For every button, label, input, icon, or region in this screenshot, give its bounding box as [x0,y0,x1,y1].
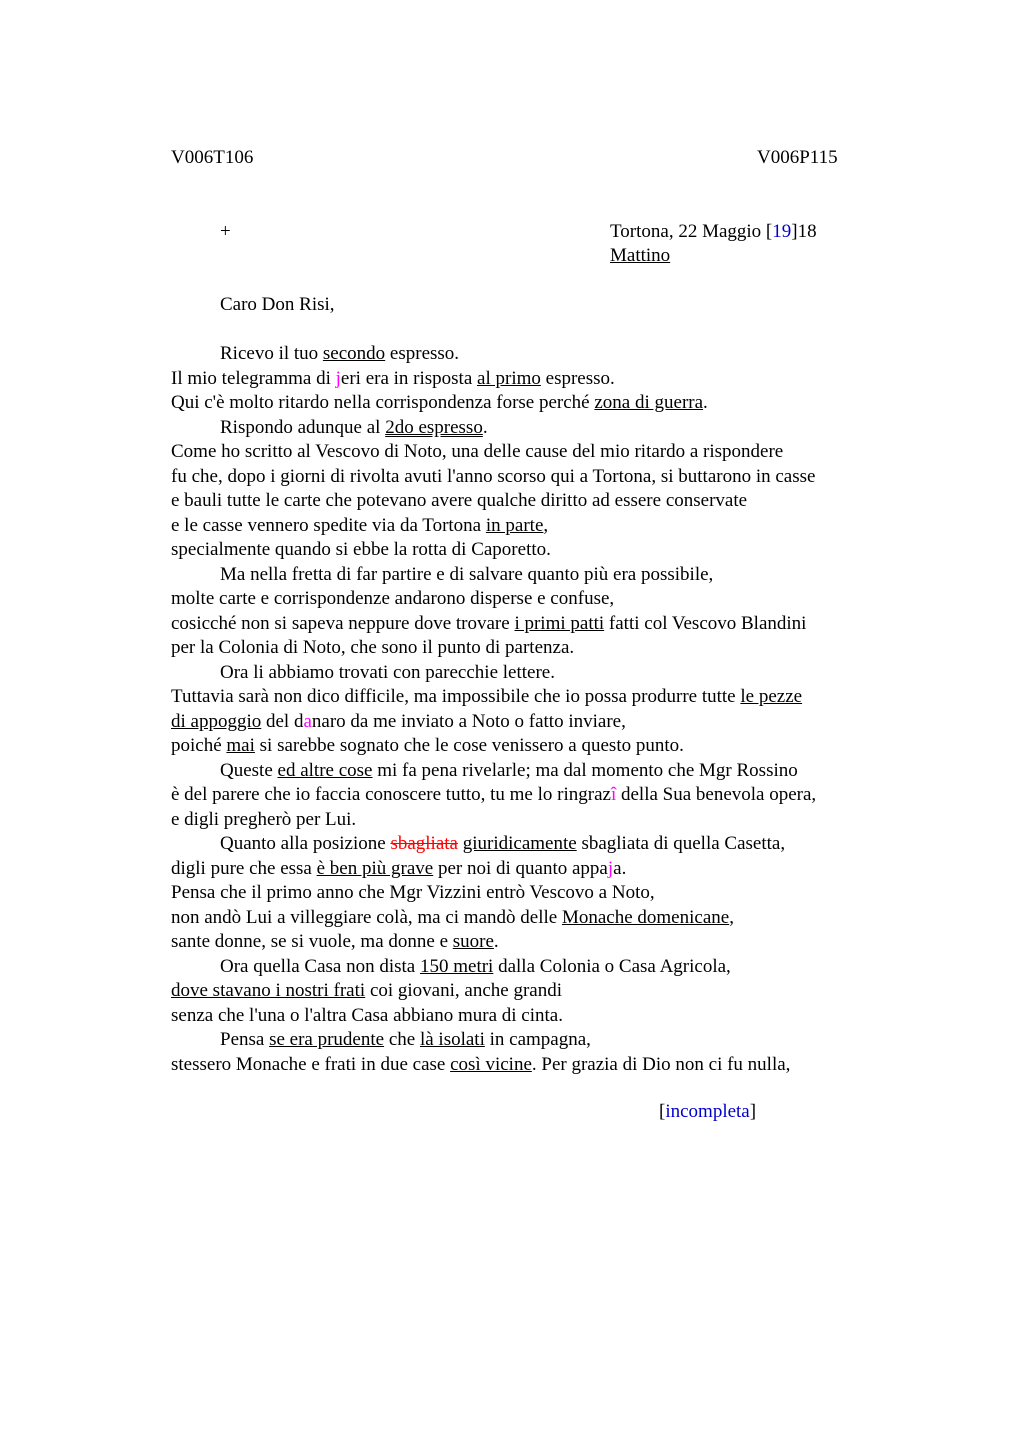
text: . Per grazia di Dio non ci fu nulla, [531,1053,791,1075]
text-line [171,734,931,759]
text: espresso. [385,343,460,364]
text-line [171,759,931,784]
text-line [171,930,931,955]
text: espresso. [540,367,615,389]
text-line [171,832,931,857]
underlined-text: le pezze [740,686,803,707]
text: Queste [220,759,278,781]
letter-body [171,342,931,1077]
bracket: ] [749,1101,757,1122]
salutation: Caro Don Risi, [220,294,335,315]
document-code-left: V006T106 [171,147,254,168]
correction-mark: î [610,784,617,805]
underlined-text: suore [452,931,494,952]
text-line: e digli pregherò per Lui. [171,808,357,830]
deleted-text: sbagliata [390,833,458,854]
text-line: molte carte e corrispondenze andarono disperse e confuse, [171,588,615,609]
text-line [171,979,931,1004]
text: Ricevo il tuo [220,343,323,364]
incomplete-note [659,1100,756,1125]
underlined-text: secondo [322,343,386,364]
underlined-text: così vicine [450,1053,532,1075]
text-line [171,416,931,441]
text: cosicché non si sapeva neppure dove trovare [171,612,515,634]
underlined-text: là isolati [419,1029,485,1050]
editorial-note: incompleta [665,1101,750,1122]
text-line: e bauli tutte le carte che potevano avere qualche diritto ad essere conservate [171,490,748,511]
text-line [171,1053,931,1078]
text: Ora quella Casa non dista [220,955,420,977]
editorial-year-insert: 19 [772,221,792,242]
text: a. [613,857,627,879]
text-line [171,612,931,637]
text: digli pure che essa [171,857,317,879]
text: sante donne, se si vuole, ma donne e [171,931,453,952]
text: poiché [171,735,227,756]
underlined-text: se era prudente [269,1029,385,1050]
double-underlined-text: 2do espresso [385,416,483,438]
place-date [610,220,817,245]
correction-mark: j [607,857,614,879]
text: . [482,416,488,438]
text-line [171,514,931,539]
place-date-end: ]18 [791,221,817,242]
text-line [171,955,931,980]
cross-symbol: + [220,221,231,242]
text-line: specialmente quando si ebbe la rotta di Caporetto. [171,539,551,560]
underlined-text: i primi patti [514,612,605,634]
text-line [171,367,931,392]
text-line [171,906,931,931]
underlined-text: ed altre cose [277,759,373,781]
underlined-text: giuridicamente [462,833,577,854]
time-of-day: Mattino [610,245,671,266]
underlined-text: è ben più grave [316,857,434,879]
text-line [171,685,931,710]
text: e le casse vennero spedite via da Tortona [171,514,486,536]
underlined-text: al primo [477,367,541,389]
text: Rispondo adunque al [220,416,386,438]
text: naro da me inviato a Noto o fatto inviare, [311,710,626,732]
text-line: senza che l'una o l'altra Casa abbiano mura di cinta. [171,1004,563,1026]
text-line: Ma nella fretta di far partire e di salvare quanto più era possibile, [220,563,714,585]
place-date-text: Tortona, 22 Maggio [ [610,221,773,242]
text-line: fu che, dopo i giorni di rivolta avuti l'anno scorso qui a Tortona, si buttarono in casse [171,465,816,487]
text: non andò Lui a villeggiare colà, ma ci mandò delle [171,906,562,928]
text-line [171,783,931,808]
text: mi fa pena rivelarle; ma dal momento che Mgr Rossino [372,759,798,781]
text: . [493,931,499,952]
text: Tuttavia sarà non dico difficile, ma impossibile che io possa produrre tutte [171,686,741,707]
text: sbagliata di quella Casetta, [576,833,786,854]
bracket: [ [659,1101,666,1122]
text: del d [261,710,304,732]
text: eri era in risposta [340,367,478,389]
text: della Sua benevola opera, [616,784,817,805]
text: che [384,1029,420,1050]
text: , [543,514,549,536]
document-code-right: V006P115 [757,147,838,168]
text-line [171,342,931,367]
text: per noi di quanto appa [433,857,608,879]
text: coi giovani, anche grandi [365,980,562,1001]
text: è del parere che io faccia conoscere tutto, tu me lo ringraz [171,784,611,805]
underlined-text: mai [226,735,255,756]
text: dalla Colonia o Casa Agricola, [493,955,731,977]
text: Qui c'è molto ritardo nella corrispondenza forse perché [171,392,595,413]
text-line: per la Colonia di Noto, che sono il punto di partenza. [171,637,575,658]
text: , [729,906,734,928]
text: si sarebbe sognato che le cose venissero a questo punto. [254,735,684,756]
text: in campagna, [484,1029,591,1050]
text-line: Ora li abbiamo trovati con parecchie lettere. [220,661,555,683]
text-line: Come ho scritto al Vescovo di Noto, una delle cause del mio ritardo a rispondere [171,441,784,462]
text: Quanto alla posizione [220,833,391,854]
text-line: Pensa che il primo anno che Mgr Vizzini entrò Vescovo a Noto, [171,882,655,903]
underlined-text: zona di guerra [594,392,704,413]
underlined-text: Monache domenicane [561,906,730,928]
text-line [171,391,931,416]
text-line [171,1028,931,1053]
underlined-text: di appoggio [171,710,262,732]
text-line [171,710,931,735]
correction-mark: a [303,710,312,732]
text: stessero Monache e frati in due case [171,1053,451,1075]
correction-mark: j [335,367,341,389]
text: Pensa [220,1029,270,1050]
underlined-text: in parte [485,514,544,536]
text: . [703,392,708,413]
underlined-text: 150 metri [419,955,494,977]
text-line [171,857,931,882]
underlined-text: dove stavano i nostri frati [171,980,366,1001]
text: Il mio telegramma di [171,367,336,389]
text: fatti col Vescovo Blandini [604,612,807,634]
